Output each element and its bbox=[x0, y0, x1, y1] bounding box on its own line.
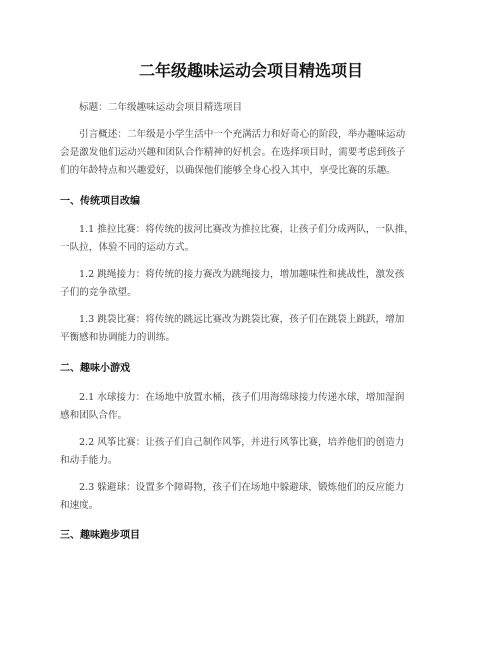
paragraph-line: 感和团队合作。 bbox=[60, 410, 128, 421]
paragraph-2-3 bbox=[60, 479, 450, 515]
paragraph-line: 2.2 风筝比赛：让孩子们自己制作风筝，并进行风筝比赛，培养他们的创造力 bbox=[79, 437, 405, 448]
paragraph-line: 和动手能力。 bbox=[60, 455, 118, 466]
intro-line: 引言概述：二年级是小学生活中一个充满活力和好奇心的阶段，举办趣味运动 bbox=[79, 129, 406, 140]
intro-line: 会是激发他们运动兴趣和团队合作精神的好机会。在选择项目时，需要考虑到孩子 bbox=[60, 147, 406, 158]
paragraph-line: 和速度。 bbox=[60, 500, 99, 511]
paragraph-1-3 bbox=[60, 311, 450, 347]
paragraph-1-1 bbox=[60, 221, 450, 257]
paragraph-line: 平衡感和协调能力的训练。 bbox=[60, 332, 176, 343]
document-title: 二年级趣味运动会项目精选项目 bbox=[138, 61, 363, 80]
paragraph-1-2 bbox=[60, 266, 450, 302]
section-heading-1: 一、传统项目改编 bbox=[60, 196, 140, 207]
paragraph-line: 2.3 躲避球：设置多个障碍物，孩子们在场地中躲避球，锻炼他们的反应能力 bbox=[79, 482, 405, 493]
meta-text: 标题：二年级趣味运动会项目精选项目 bbox=[79, 102, 243, 113]
paragraph-line: 1.2 跳绳接力：将传统的接力赛改为跳绳接力，增加趣味性和挑战性，激发孩 bbox=[79, 269, 405, 280]
paragraph-2-2 bbox=[60, 434, 450, 470]
paragraph-2-1 bbox=[60, 389, 450, 425]
meta-title-line bbox=[60, 99, 450, 117]
paragraph-line: 2.1 水球接力：在场地中放置水桶，孩子们用海绵球接力传递水球，增加湿润 bbox=[79, 392, 405, 403]
intro-line: 们的年龄特点和兴趣爱好，以确保他们能够全身心投入其中，享受比赛的乐趣。 bbox=[60, 165, 396, 176]
section-heading-3: 三、趣味跑步项目 bbox=[60, 530, 140, 541]
paragraph-line: 1.3 跳袋比赛：将传统的跳远比赛改为跳袋比赛，孩子们在跳袋上跳跃，增加 bbox=[79, 314, 405, 325]
section-heading-2: 二、趣味小游戏 bbox=[60, 363, 130, 374]
paragraph-line: 子们的竞争欲望。 bbox=[60, 287, 137, 298]
intro-paragraph bbox=[60, 126, 450, 180]
paragraph-line: 一队拉，体验不同的运动方式。 bbox=[60, 242, 195, 253]
paragraph-line: 1.1 推拉比赛：将传统的拔河比赛改为推拉比赛，让孩子们分成两队，一队推， bbox=[79, 224, 414, 235]
